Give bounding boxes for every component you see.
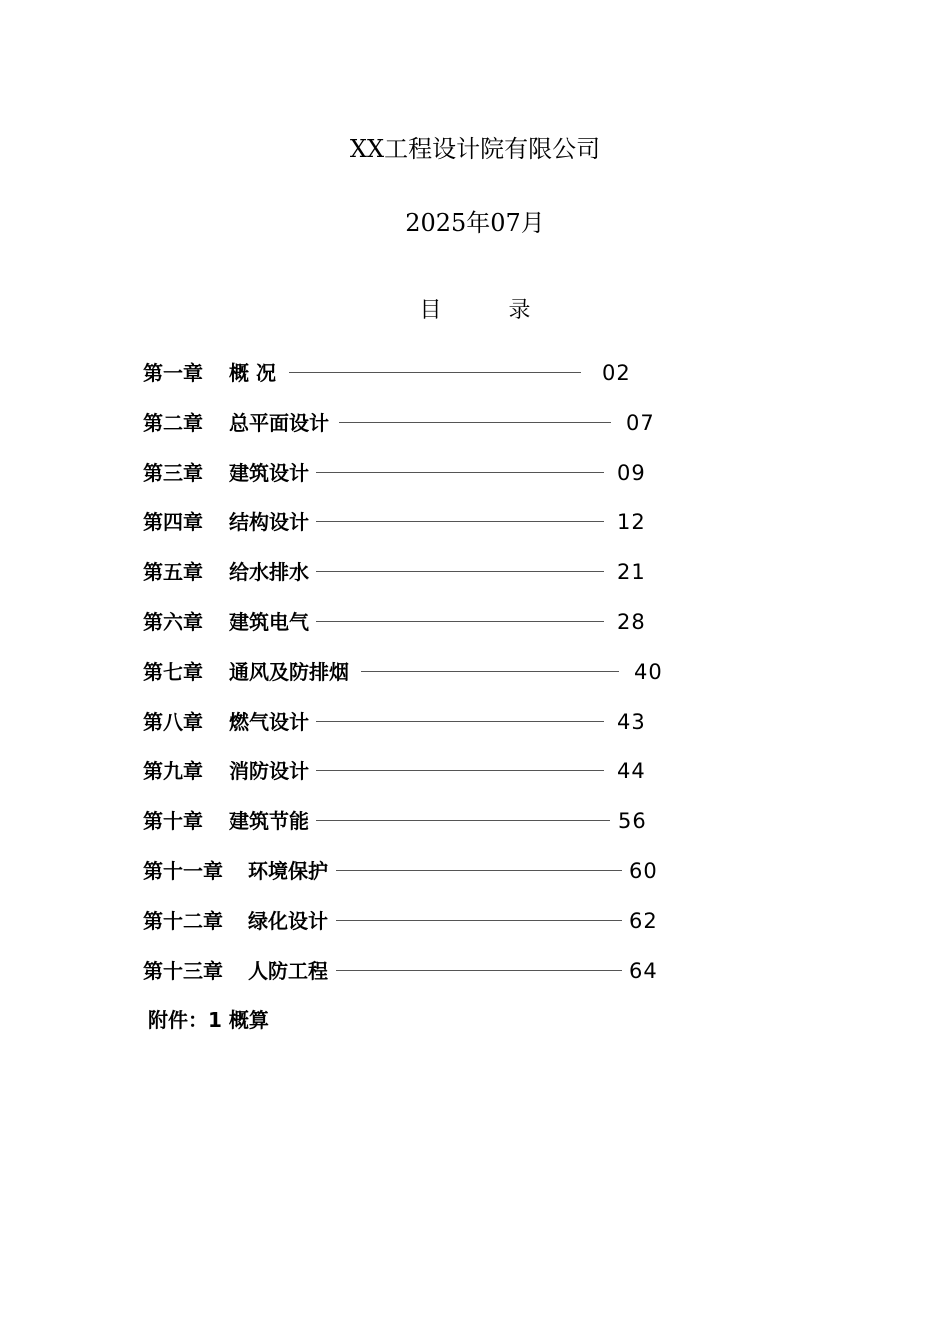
toc-leader-line [316,820,610,821]
toc-entry[interactable] [143,554,683,604]
toc-chapter-name: 燃气设计 [229,709,309,734]
toc-page-number: 09 [617,460,646,485]
toc-leader-line [316,571,604,572]
toc-chapter-number: 第九章 [143,759,203,784]
toc-chapter-name: 建筑节能 [229,809,309,834]
toc-entry[interactable] [143,504,683,554]
toc-chapter-number: 第五章 [143,560,203,585]
toc-page-number: 60 [629,858,658,883]
toc-chapter-number: 第三章 [143,460,203,485]
toc-entry[interactable] [143,654,683,704]
toc-leader-line [316,472,604,473]
toc-leader-line [316,521,604,522]
toc-chapter-number: 第八章 [143,709,203,734]
toc-page-number: 44 [617,759,646,784]
toc-entry[interactable] [143,704,683,754]
toc-chapter-name: 人防工程 [248,958,328,983]
toc-chapter-name: 建筑电气 [229,609,309,634]
toc-page-number: 02 [602,361,631,385]
toc-leader-line [361,671,619,672]
toc-entry[interactable] [143,903,683,953]
toc-page-number: 62 [629,908,658,933]
toc-chapter-number: 第十二章 [143,908,223,933]
toc-chapter-number: 第二章 [143,410,203,435]
toc-page-number: 12 [617,510,646,535]
toc-chapter-name: 绿化设计 [248,908,328,933]
toc-chapter-name: 建筑设计 [229,460,309,485]
toc-chapter-number: 第七章 [143,659,203,684]
toc-leader-line [336,970,622,971]
toc-page-number: 43 [617,709,646,734]
toc-chapter-name: 概 况 [229,361,276,385]
toc-chapter-number: 第六章 [143,609,203,634]
toc-page-number: 64 [629,958,658,983]
toc-chapter-name: 消防设计 [229,759,309,784]
toc-entry[interactable] [143,953,683,1003]
toc-leader-line [336,920,622,921]
toc-page-number: 40 [634,659,663,684]
toc-entry[interactable] [143,405,683,455]
toc-page-number: 21 [617,560,646,585]
toc-chapter-number: 第十三章 [143,958,223,983]
toc-leader-line [316,621,604,622]
toc-entry[interactable] [143,604,683,654]
appendix-line: 附件：1 概算 [148,1008,269,1032]
toc-chapter-name: 环境保护 [248,858,328,883]
toc-page-number: 07 [626,410,655,435]
toc-leader-line [339,422,611,423]
toc-chapter-number: 第十一章 [143,858,223,883]
toc-chapter-name: 给水排水 [229,560,309,585]
toc-chapter-name: 总平面设计 [229,410,329,435]
toc-title: 目 录 [419,298,561,323]
toc-chapter-number: 第十章 [143,809,203,834]
table-of-contents [143,355,683,1002]
document-date: 2025年07月 [405,209,545,237]
toc-entry[interactable] [143,355,683,405]
toc-leader-line [316,770,604,771]
toc-entry[interactable] [143,853,683,903]
company-name: XX工程设计院有限公司 [349,135,601,163]
toc-entry[interactable] [143,803,683,853]
toc-entry[interactable] [143,753,683,803]
toc-entry[interactable] [143,455,683,505]
toc-page-number: 28 [617,609,646,634]
toc-leader-line [336,870,622,871]
toc-chapter-name: 通风及防排烟 [229,659,349,684]
toc-chapter-name: 结构设计 [229,510,309,535]
toc-leader-line [316,721,604,722]
toc-chapter-number: 第一章 [143,361,203,385]
toc-leader-line [289,372,581,373]
toc-page-number: 56 [618,809,647,834]
toc-chapter-number: 第四章 [143,510,203,535]
